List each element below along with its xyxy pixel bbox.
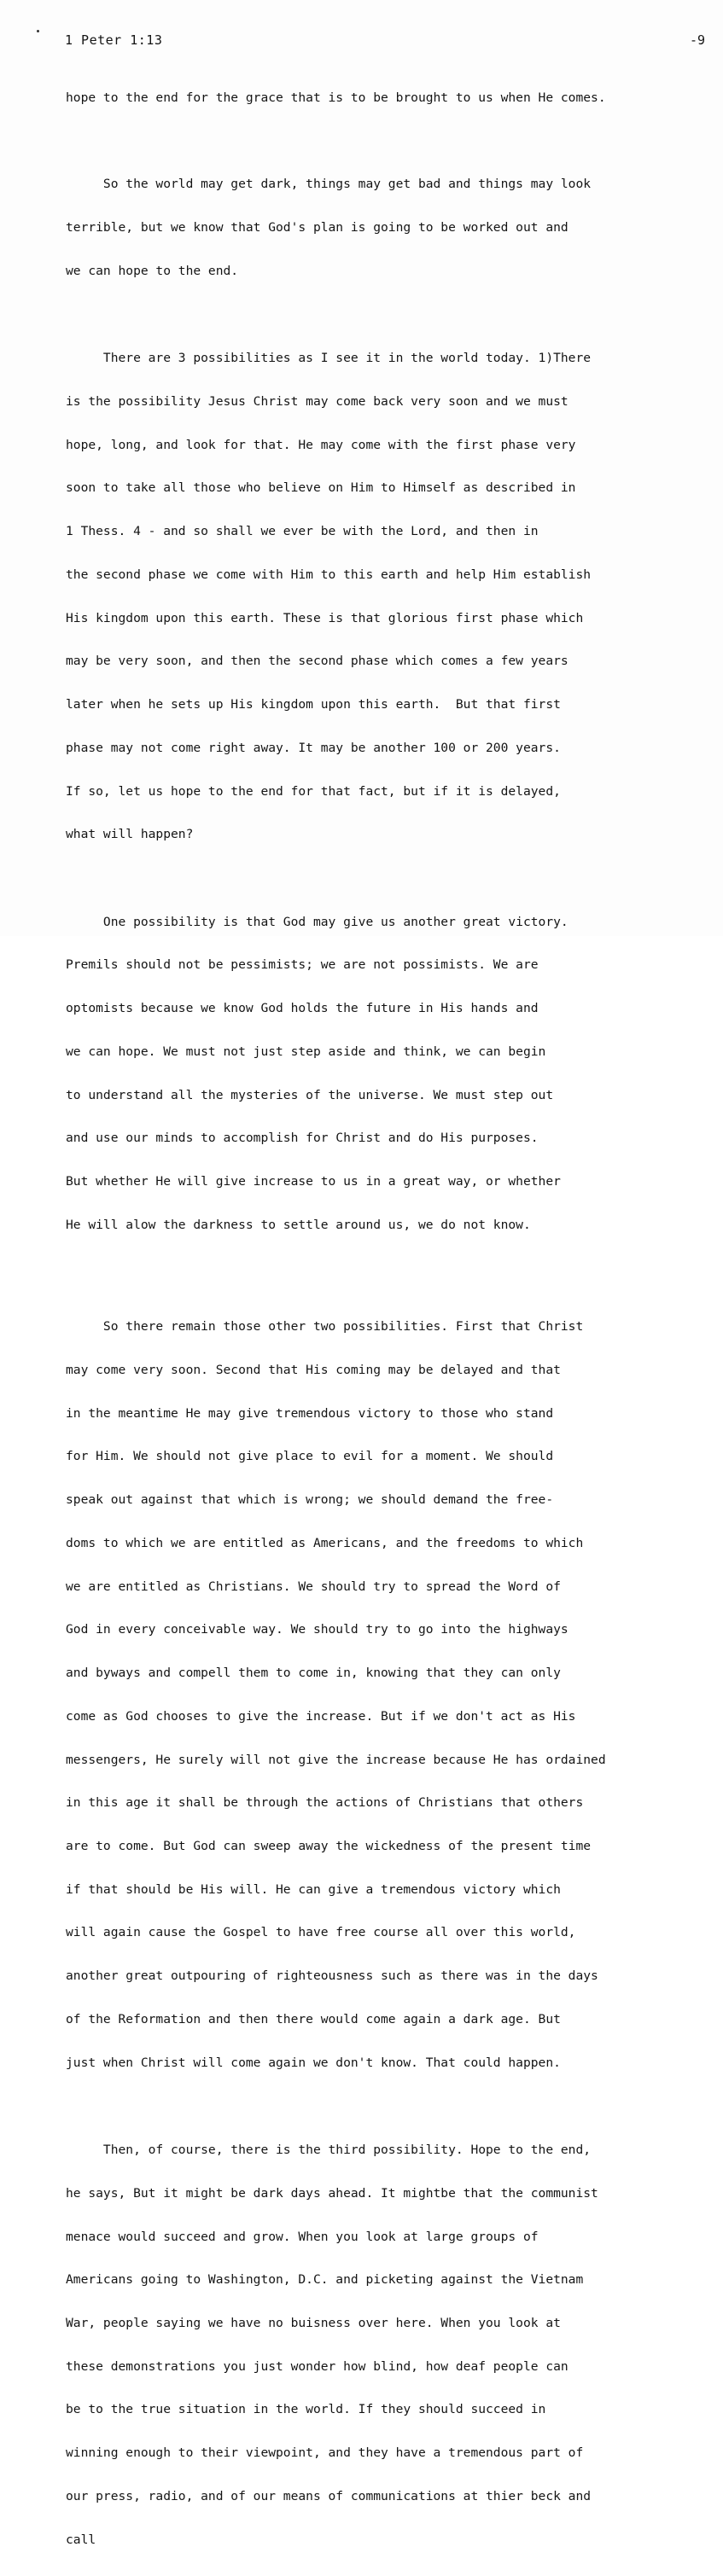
text-line: phase may not come right away. It may be another 100 or 200 years. xyxy=(66,740,561,755)
text-line: hope, long, and look for that. He may come with the first phase very xyxy=(66,437,576,452)
text-line: we are entitled as Christians. We should try to spread the Word of xyxy=(66,1579,561,1594)
text-line: come as God chooses to give the increase. But if we don't act as His xyxy=(66,1708,576,1724)
text-line: the second phase we come with Him to this earth and help Him establish xyxy=(66,567,592,582)
paragraph-6 xyxy=(66,2114,689,2576)
text-line: another great outpouring of righteousness such as there was in the days xyxy=(66,1968,598,1984)
text-line: War, people saying we have no buisness over here. When you look at xyxy=(66,2315,561,2330)
text-line: we can hope. We must not just step aside and think, we can begin xyxy=(66,1044,546,1059)
text-line: what will happen? xyxy=(66,827,194,842)
stray-mark xyxy=(37,30,39,32)
text-line: may be very soon, and then the second phase which comes a few years xyxy=(66,654,568,669)
paragraph-3 xyxy=(66,323,689,871)
text-line: optomists because we know God holds the future in His hands and xyxy=(66,1001,539,1016)
text-line: and use our minds to accomplish for Christ and do His purposes. xyxy=(66,1131,539,1146)
text-line: soon to take all those who believe on Him to Himself as described in xyxy=(66,480,576,496)
text-line: is the possibility Jesus Christ may come back very soon and we must xyxy=(66,394,568,410)
text-line: messengers, He surely will not give the increase because He has ordained xyxy=(66,1752,606,1767)
text-line: and byways and compell them to come in, knowing that they can only xyxy=(66,1666,561,1681)
page-number: -9 xyxy=(690,32,706,48)
text-line: He will alow the darkness to settle around us, we do not know. xyxy=(66,1217,531,1232)
text-line: There are 3 possibilities as I see it in the world today. 1)There xyxy=(66,351,592,366)
text-line: will again cause the Gospel to have free course all over this world, xyxy=(66,1925,576,1940)
text-line: doms to which we are entitled as Americans, and the freedoms to which xyxy=(66,1535,584,1550)
text-line: in the meantime He may give tremendous victory to those who stand xyxy=(66,1405,554,1421)
text-line: of the Reformation and then there would come again a dark age. But xyxy=(66,2011,561,2026)
paragraph-5 xyxy=(66,1292,689,2100)
text-line: later when he sets up His kingdom upon this earth. But that first xyxy=(66,697,561,712)
text-line: menace would succeed and grow. When you look at large groups of xyxy=(66,2229,539,2244)
text-line: terrible, but we know that God's plan is going to be worked out and xyxy=(66,220,568,236)
text-line: Americans going to Washington, D.C. and picketing against the Vietnam xyxy=(66,2272,584,2288)
text-line: His kingdom upon this earth. These is that glorious first phase which xyxy=(66,610,584,625)
text-line: So there remain those other two possibilities. First that Christ xyxy=(66,1319,584,1335)
text-line: call xyxy=(66,2532,96,2547)
text-line: just when Christ will come again we don't know. That could happen. xyxy=(66,2055,561,2070)
text-line: be to the true situation in the world. If they should succeed in xyxy=(66,2402,546,2417)
text-line: If so, let us hope to the end for that fact, but if it is delayed, xyxy=(66,783,561,799)
page-header xyxy=(65,32,723,49)
text-line: Premils should not be pessimists; we are not possimists. We are xyxy=(66,957,539,973)
text-line: in this age it shall be through the actions of Christians that others xyxy=(66,1795,584,1811)
text-line: to understand all the mysteries of the universe. We must step out xyxy=(66,1087,554,1102)
paragraph-4 xyxy=(66,887,689,1262)
paragraph-1 xyxy=(66,62,689,135)
document-body xyxy=(66,62,689,2576)
text-line: God in every conceivable way. We should try to go into the highways xyxy=(66,1622,568,1637)
text-line: may come very soon. Second that His coming may be delayed and that xyxy=(66,1363,561,1378)
text-line: if that should be His will. He can give a tremendous victory which xyxy=(66,1881,561,1897)
text-line: But whether He will give increase to us in a great way, or whether xyxy=(66,1174,561,1189)
text-line: 1 Thess. 4 - and so shall we ever be with the Lord, and then in xyxy=(66,524,539,539)
text-line: our press, radio, and of our means of communications at thier beck and xyxy=(66,2488,592,2503)
text-line: he says, But it might be dark days ahead. It mightbe that the communist xyxy=(66,2185,598,2201)
paragraph-2 xyxy=(66,149,689,308)
text-line: hope to the end for the grace that is to be brought to us when He comes. xyxy=(66,90,606,105)
text-line: So the world may get dark, things may get bad and things may look xyxy=(66,177,592,192)
text-line: for Him. We should not give place to evil for a moment. We should xyxy=(66,1449,554,1464)
text-line: winning enough to their viewpoint, and they have a tremendous part of xyxy=(66,2445,584,2461)
text-line: One possibility is that God may give us another great victory. xyxy=(66,914,568,929)
text-line: Then, of course, there is the third possibility. Hope to the end, xyxy=(66,2143,592,2158)
text-line: are to come. But God can sweep away the wickedness of the present time xyxy=(66,1838,592,1853)
text-line: these demonstrations you just wonder how blind, how deaf people can xyxy=(66,2358,568,2374)
text-line: speak out against that which is wrong; we should demand the free- xyxy=(66,1492,554,1508)
scripture-reference: 1 Peter 1:13 xyxy=(65,32,163,48)
text-line: we can hope to the end. xyxy=(66,263,239,278)
